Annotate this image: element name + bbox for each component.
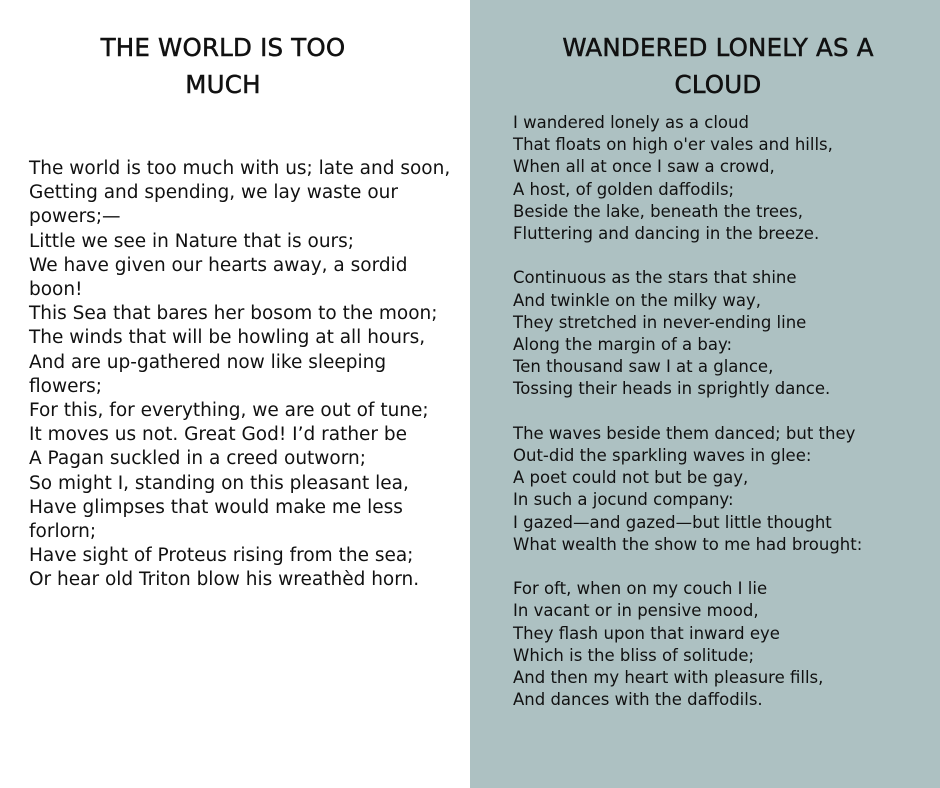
poem-line: What wealth the show to me had brought: [513, 534, 863, 554]
poem-line: When all at once I saw a crowd, [513, 157, 775, 177]
poem-line: I gazed—and gazed—but little thought [513, 512, 832, 532]
poem-line: They stretched in never-ending line [513, 312, 807, 332]
poem-line: In vacant or in pensive mood, [513, 601, 759, 621]
poem-line: A Pagan suckled in a creed outworn; [29, 448, 366, 470]
poem-line: Continuous as the stars that shine [513, 268, 797, 288]
left-poem-body [29, 157, 461, 593]
right-poem-body [513, 112, 933, 711]
poem-stanza [513, 267, 933, 400]
poem-line: The world is too much with us; late and soon, [29, 158, 451, 179]
poem-line: A poet could not but be gay, [513, 468, 749, 488]
poem-line: Have glimpses that would make me less forlorn; [29, 496, 403, 543]
poem-line: Beside the lake, beneath the trees, [513, 201, 804, 221]
left-poem-title: THE WORLD IS TOO MUCH [100, 33, 346, 99]
poem-line: And twinkle on the milky way, [513, 290, 761, 310]
poem-line: It moves us not. Great God! I’d rather be [29, 424, 408, 446]
poem-line: They flash upon that inward eye [513, 623, 780, 643]
poem-stanza [513, 578, 933, 711]
poem-line: Fluttering and dancing in the breeze. [513, 224, 820, 244]
poem-line: A host, of golden daffodils; [513, 179, 735, 199]
poem-line: And are up-gathered now like sleeping flowers; [29, 351, 387, 397]
poem-line: Ten thousand saw I at a glance, [513, 357, 774, 377]
poem-line: And then my heart with pleasure fills, [513, 668, 824, 688]
poem-line: I wandered lonely as a cloud [513, 113, 749, 132]
poem-line: For this, for everything, we are out of tune; [29, 400, 429, 422]
poem-line: In such a jocund company: [513, 490, 734, 510]
poem-line: Tossing their heads in sprightly dance. [513, 379, 831, 399]
poem-line: So might I, standing on this pleasant lea, [29, 472, 409, 494]
poem-line: Out-did the sparkling waves in glee: [513, 446, 812, 466]
poem-line: That floats on high o'er vales and hills, [513, 135, 833, 155]
poem-line: This Sea that bares her bosom to the moon; [29, 303, 438, 325]
poem-stanza [513, 112, 933, 245]
poem-stanza [513, 423, 933, 556]
poem-line: Or hear old Triton blow his wreathèd horn. [29, 569, 420, 591]
poem-line: Getting and spending, we lay waste our powers;— [29, 182, 398, 228]
poem-line: The waves beside them danced; but they [513, 423, 856, 443]
poem-line: Along the margin of a bay: [513, 335, 733, 355]
poem-line: The winds that will be howling at all hours, [29, 327, 426, 349]
poem-line: Have sight of Proteus rising from the sea; [29, 545, 414, 567]
right-poem-panel [470, 0, 940, 788]
poem-line: We have given our hearts away, a sordid boon! [29, 254, 408, 301]
poem-line: Which is the bliss of solitude; [513, 645, 755, 665]
right-poem-title: WANDERED LONELY AS A CLOUD [562, 33, 874, 99]
poem-line: And dances with the daffodils. [513, 690, 763, 710]
poem-line: For oft, when on my couch I lie [513, 579, 768, 599]
poem-line: Little we see in Nature that is ours; [29, 230, 355, 252]
